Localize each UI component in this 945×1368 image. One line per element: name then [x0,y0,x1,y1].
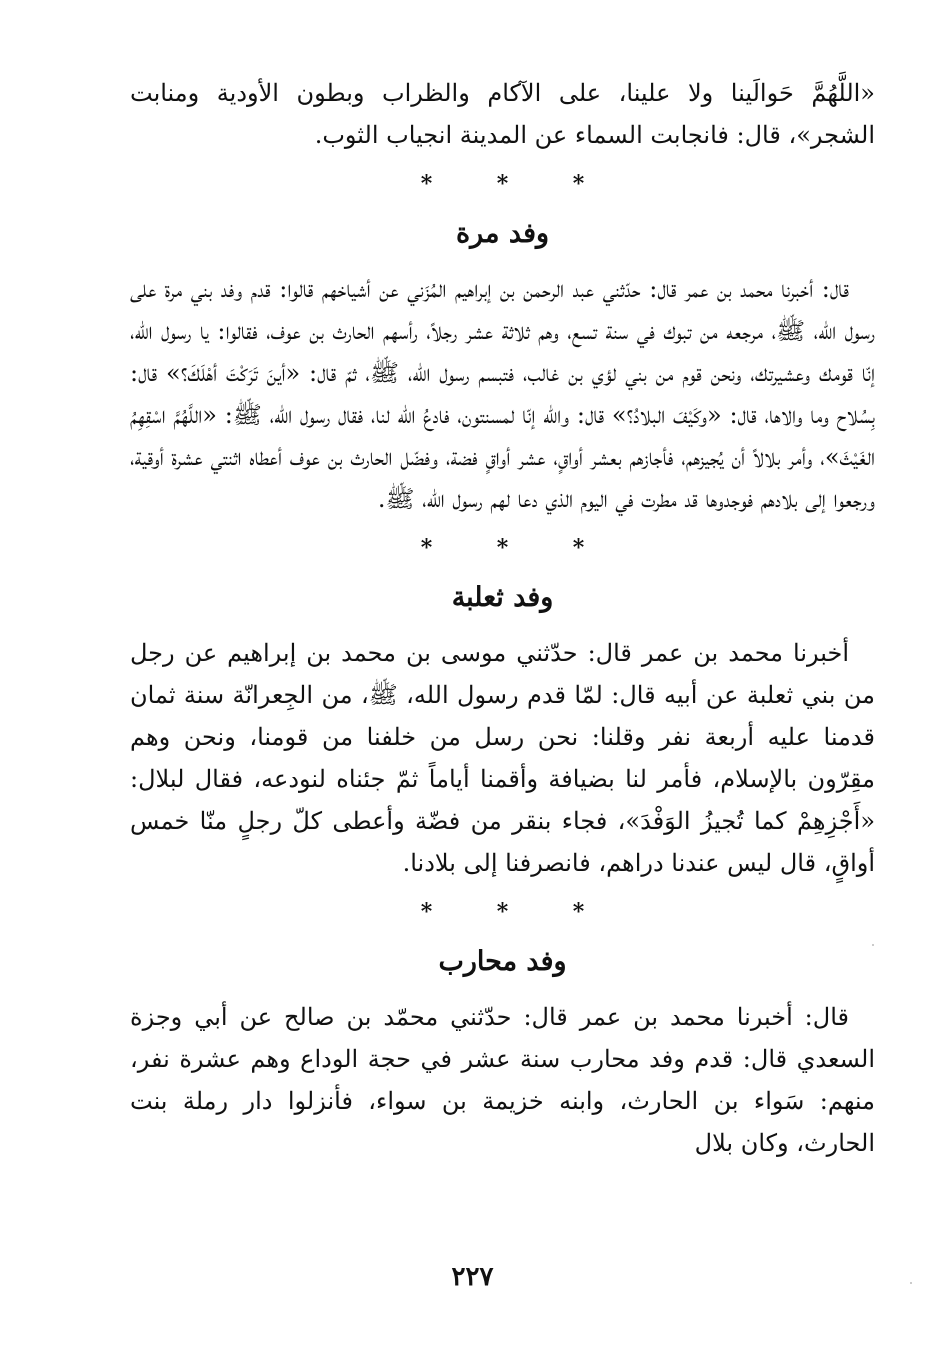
asterisk-icon: * [420,171,433,197]
page-body [130,72,875,1164]
asterisk-icon: * [572,171,585,197]
paragraph-continuation: «اللَّهُمَّ حَوالَينا ولا علينا، على الآكام والظراب وبطون الأودية ومنابت الشجر»، قال: فانجابت السماء عن المدينة انجياب الثوب. [130,79,875,149]
asterisk-icon: * [496,171,509,197]
asterisk-icon: * [572,899,585,925]
paragraph-thaalaba: أخبرنا محمد بن عمر قال: حدّثني موسى بن محمد بن إبراهيم عن رجل من بني ثعلبة عن أبيه قال: لمّا قدم رسول الله، ﷺ، من الجِعرانّة سنة ثمان قدمنا عليه أربعة نفر وقلنا: نحن رسل من خلفنا من قومنا، ونحن وهم مقِرّون بالإسلام، فأمر لنا بضيافة وأقمنا أياماً ثمّ جئناه لنودعه، فقال لبلال: «أَجْزِهِمْ كما تُجيزُ الوَفْدَ»، فجاء بنقر من فضّة وأعطى كلّ رجلٍ منّا خمس أواقٍ، قال ليس عندنا دراهم، فانصرفنا إلى بلادنا. [130,639,875,877]
asterisk-icon: * [572,535,585,561]
asterisk-icon: * [420,535,433,561]
section-heading-muharib: وفد محارب [438,946,567,977]
asterisk-icon: * [496,899,509,925]
page-number: ٢٢٧ [451,1262,494,1292]
section-separator [130,892,875,932]
section-heading-murra: وفد مرة [455,218,550,249]
paragraph-muharib: قال: أخبرنا محمد بن عمر قال: حدّثني محمّد بن صالح عن أبي وجزة السعدي قال: قدم وفد محارب سنة عشر في حجة الوداع وهم عشرة نفر، منهم: سَواء بن الحارث، وابنه خزيمة بن سواء، فأنزلوا دار رملة بنت الحارث، وكان بلال [130,1003,875,1157]
asterisk-icon: * [496,535,509,561]
section-separator [130,528,875,568]
scan-speck [910,1282,912,1284]
scan-speck [872,944,874,946]
section-heading-thaalaba: وفد ثعلبة [451,582,554,613]
asterisk-icon: * [420,899,433,925]
section-separator [130,164,875,204]
paragraph-murra: قال: أخبرنا محمد بن عمر قال: حدّثني عبد الرحمن بن إبراهيم المُزَني عن أشياخهم قالوا: قدم وفد بني مرة على رسول الله، ﷺ، مرجعه من تبوك في سنة تسع، وهم ثلاثة عشر رجلاً، رأسهم الحارث بن عوف، فقالوا: يا رسول الله، إنّا قومك وعشيرتك، ونحن قوم من بني لؤي بن غالب، فتبسم رسول الله، ﷺ، ثمّ قال: «أينَ تَرَكْتَ أهْلَكَ؟» قال: بِسُلاح وما والاها، قال: «وكَيْفَ البلادُ؟» قال: والله إنّا لمسنتون، فادعُ الله لنا، فقال رسول الله، ﷺ: «اللَّهُمَّ اسْقِهِمُ الغَيْثَ»، وأمر بلالاً أن يُجيزهم، فأجازهم بعشر أواقٍ، عشر أواقٍ فضة، وفضّل الحارث بن عوف أعطاه اثنتي عشرة أوقية، ورجعوا إلى بلادهم فوجدوها قد مطرت في اليوم الذي دعا لهم رسول الله، ﷺ. [130,275,876,513]
